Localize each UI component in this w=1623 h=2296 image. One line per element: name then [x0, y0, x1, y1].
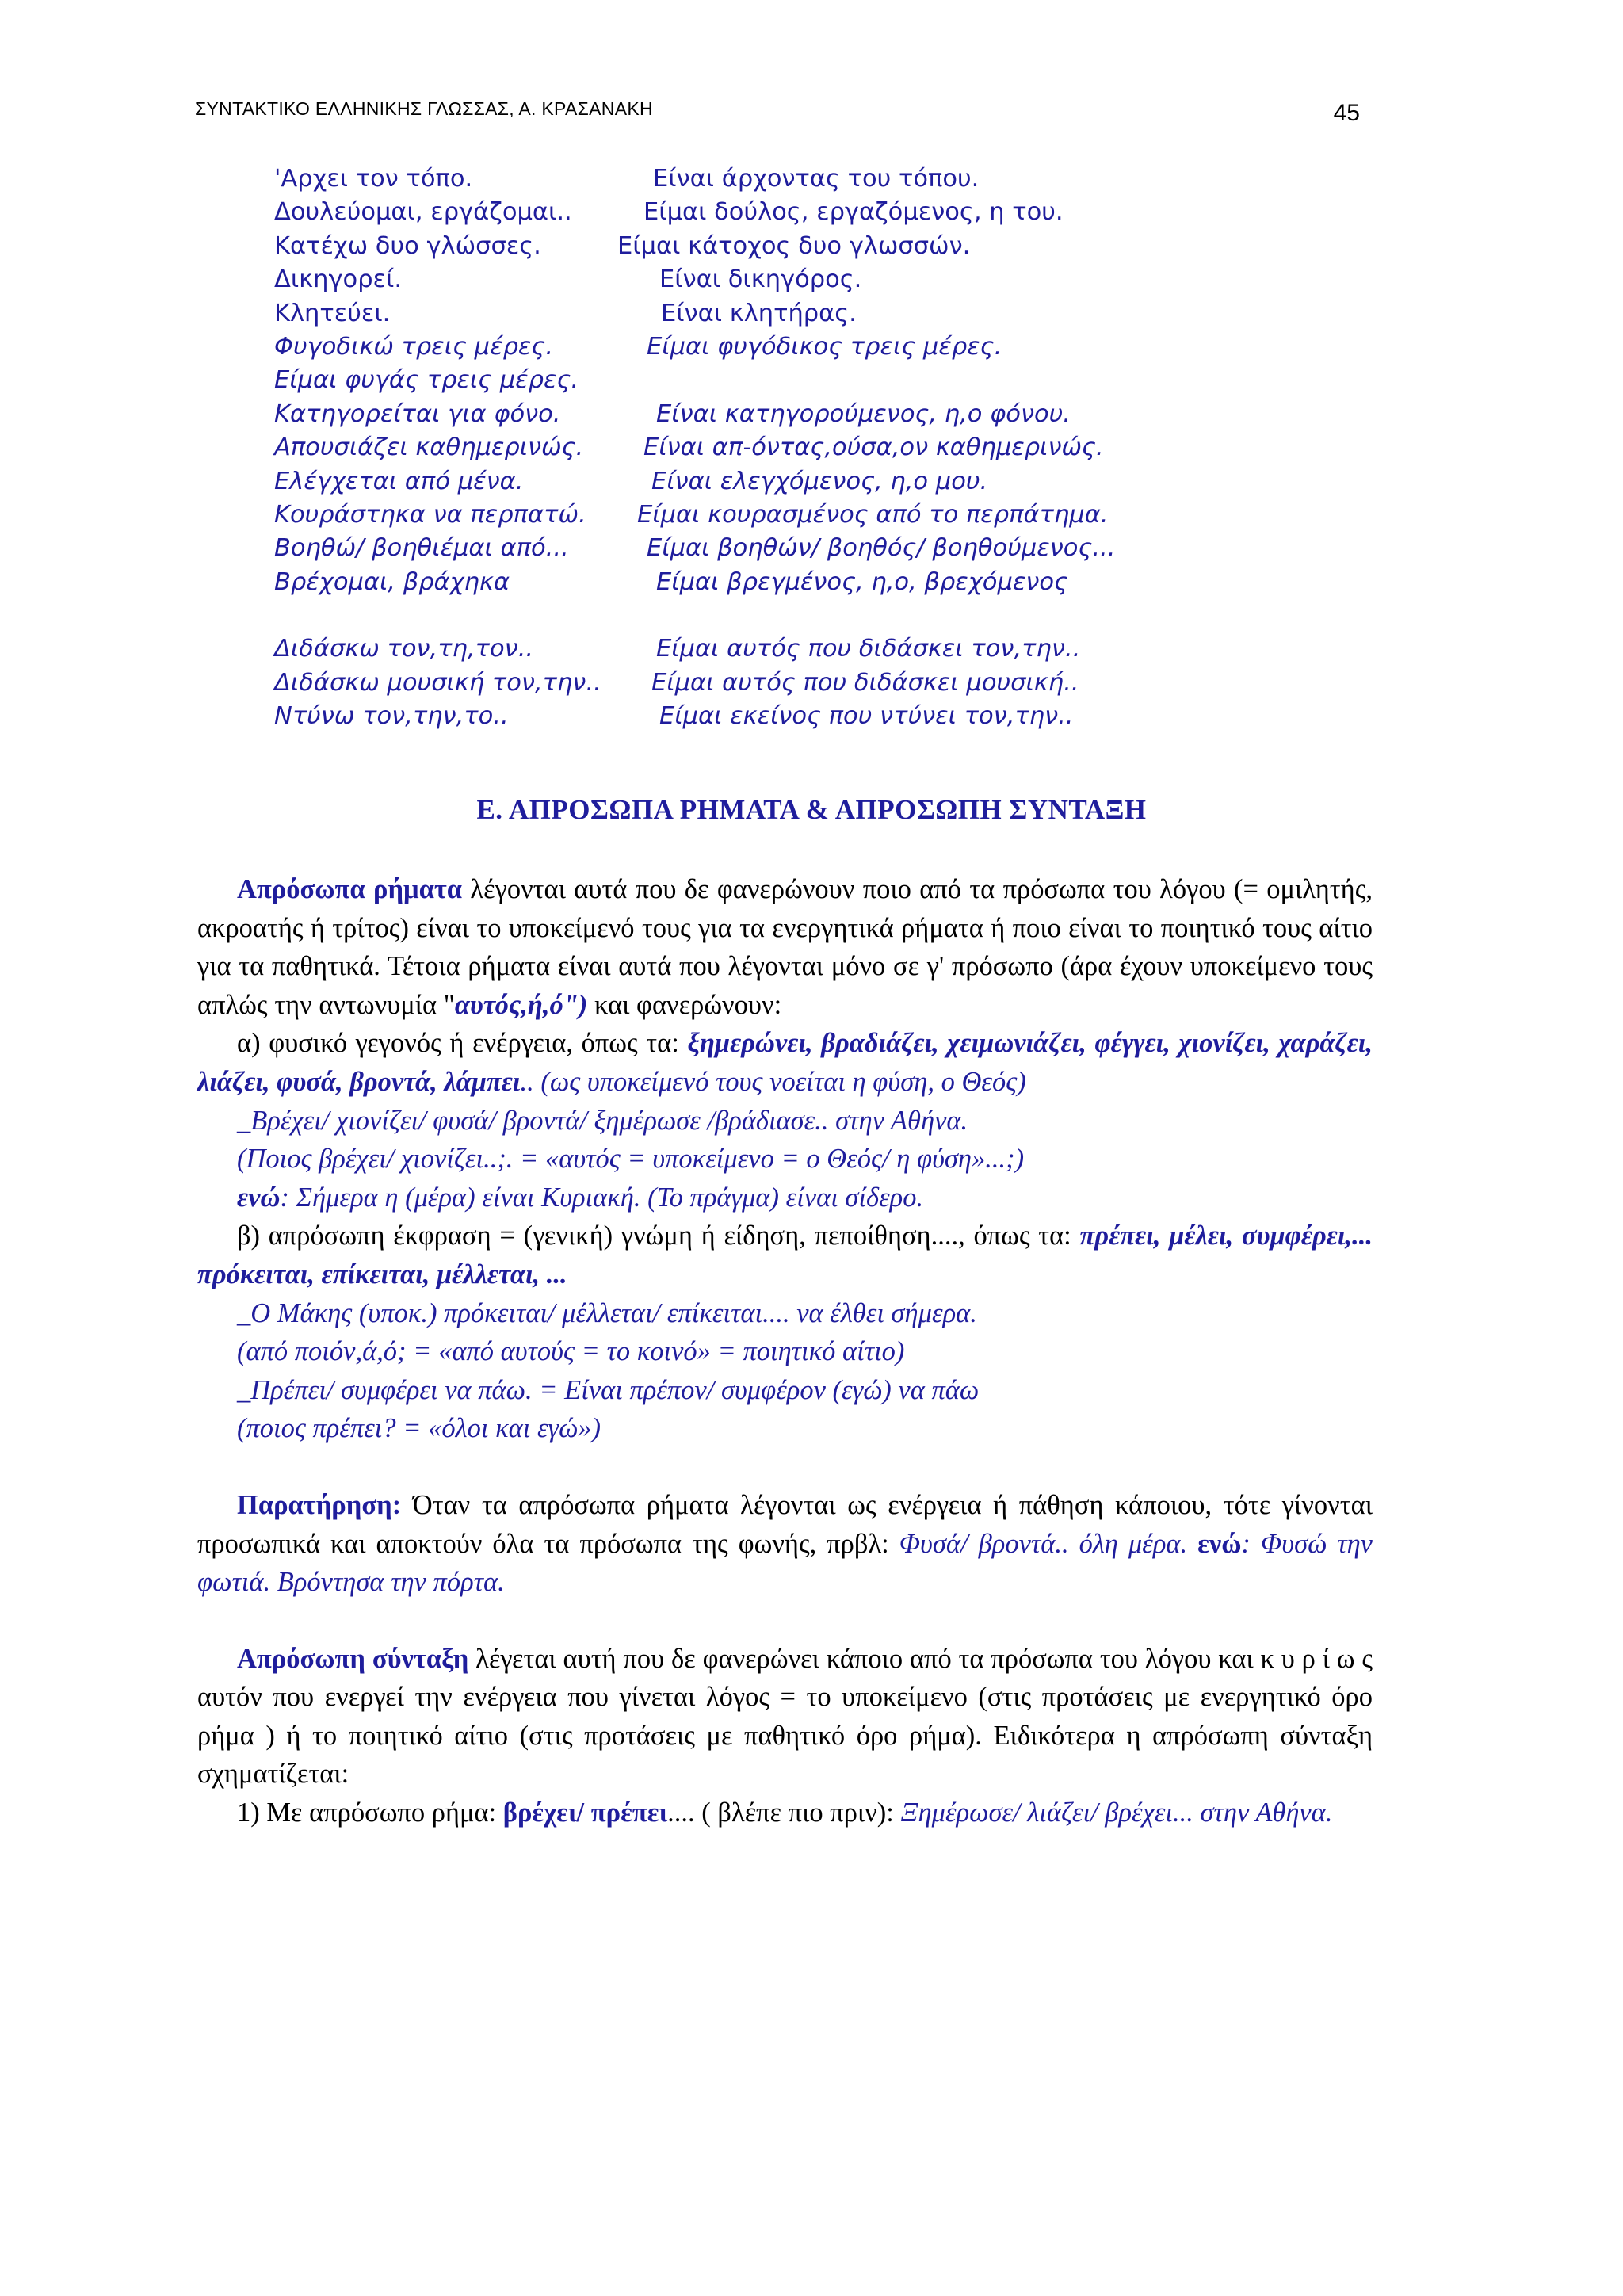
example-line: (Ποιος βρέχει/ χιονίζει..;. = «αυτός = υποκείμενο = ο Θεός/ η φύση»...;)	[237, 1144, 1025, 1175]
example-right: Είναι δικηγόρος.	[659, 266, 862, 294]
running-header	[195, 98, 1360, 130]
paragraph-impersonal-syntax	[197, 1640, 1373, 1794]
example-right: Είναι ελεγχόμενος, η,ο μου.	[651, 467, 988, 495]
text: Όταν τα απρόσωπα ρήματα λέγονται ως ενέργεια ή πάθηση κάποιου, τότε γίνονται προσωπικά και αποκτούν όλα τα πρόσωπα της φωνής, πρβλ:	[197, 1489, 1373, 1559]
example-right: Είμαι βρεγμένος, η,ο, βρεχόμενος	[656, 567, 1068, 596]
example-left: Βρέχομαι, βράχηκα	[274, 567, 510, 596]
example-left: Διδάσκω μουσική τον,την..	[274, 668, 601, 697]
example-right: Είμαι δούλος, εργαζόμενος, η του.	[643, 198, 1064, 227]
example-row	[274, 669, 1186, 702]
example-row	[274, 198, 1186, 231]
term: Απρόσωπη σύνταξη	[237, 1643, 469, 1674]
example-left: Διδάσκω τον,τη,τον..	[274, 635, 534, 663]
example-row	[274, 468, 1186, 501]
example-row	[274, 366, 1186, 399]
example-row	[274, 635, 1186, 668]
example-row	[274, 232, 1186, 266]
example-left: Βοηθώ/ βοηθιέμαι από...	[274, 534, 569, 563]
example-left: Κατηγορείται για φόνο.	[274, 399, 561, 428]
text: 1) Με απρόσωπο ρήμα:	[237, 1797, 503, 1828]
book-title: ΣΥΝΤΑΚΤΙΚΟ ΕΛΛΗΝΙΚΗΣ ΓΛΩΣΣΑΣ, Α. ΚΡΑΣΑΝΑΚΗ	[195, 98, 653, 119]
example-row	[274, 165, 1186, 198]
example-line: _Βρέχει/ χιονίζει/ φυσά/ βροντά/ ξημέρωσε /βράδιασε.. στην Αθήνα.	[237, 1105, 968, 1136]
text: β) απρόσωπη έκφραση = (γενική) γνώμη ή είδηση, πεποίθηση...., όπως τα:	[237, 1221, 1080, 1251]
example-left: Είμαι φυγάς τρεις μέρες.	[274, 366, 579, 395]
example-right: Είμαι φυγόδικος τρεις μέρες.	[647, 332, 1002, 361]
verb-list: πρέπει, μέλει, συμφέρει,... πρόκειται, επίκειται, μέλλεται, ...	[197, 1221, 1373, 1289]
keyword: ενώ	[1197, 1528, 1242, 1559]
example-line: _Ο Μάκης (υποκ.) πρόκειται/ μέλλεται/ επίκειται.... να έλθει σήμερα.	[237, 1297, 977, 1328]
spacer	[274, 602, 1186, 635]
observation-label: Παρατήρηση:	[237, 1489, 402, 1520]
example-right: Είμαι αυτός που διδάσκει μουσική..	[651, 668, 1079, 697]
example-left: Ελέγχεται από μένα.	[274, 467, 524, 495]
example-line: (ποιος πρέπει? = «όλοι και εγώ»)	[237, 1413, 601, 1444]
pronoun: αυτός,ή,ό")	[454, 989, 588, 1020]
keyword: ενώ	[237, 1182, 281, 1213]
example: Ξημέρωσε/ λιάζει/ βρέχει... στην Αθήνα.	[900, 1797, 1333, 1828]
example-right: Είμαι βοηθών/ βοηθός/ βοηθούμενος...	[647, 534, 1116, 563]
example-row	[274, 534, 1186, 567]
example-row	[274, 434, 1186, 467]
example-row	[274, 400, 1186, 434]
example-row	[274, 702, 1186, 735]
example-right: Είναι κλητήρας.	[661, 299, 857, 327]
observation	[197, 1486, 1373, 1602]
term: Απρόσωπα ρήματα	[237, 874, 463, 904]
example-left: Κατέχω δυο γλώσσες.	[274, 231, 541, 260]
example-right: Είμαι αυτός που διδάσκει τον,την..	[656, 635, 1081, 663]
example-left: Φυγοδικώ τρεις μέρες.	[274, 332, 554, 361]
paragraph-impersonal-verbs	[197, 870, 1373, 1024]
note: .. (ως υποκείμενό τους νοείται η φύση, ο Θεός)	[520, 1066, 1026, 1097]
text: .... ( βλέπε πιο πριν):	[667, 1797, 901, 1828]
example-right: Είμαι κουρασμένος από το περπάτημα.	[637, 500, 1109, 529]
page-number: 45	[1333, 100, 1360, 126]
example-right: Είναι άρχοντας του τόπου.	[653, 165, 980, 193]
example-left: Ντύνω τον,την,το..	[274, 702, 509, 731]
example-left: Δουλεύομαι, εργάζομαι..	[274, 198, 572, 227]
verb-list: ξημερώνει, βραδιάζει, χειμωνιάζει, φέγγει, χιονίζει, χαράζει, λιάζει, φυσά, βροντά, λάμπει	[197, 1028, 1373, 1097]
example-line	[197, 1179, 1373, 1217]
spacer	[197, 1448, 1373, 1486]
example-row	[274, 568, 1186, 602]
example-left: 'Αρχει τον τόπο.	[274, 165, 473, 193]
example: Φυσά/ βροντά.. όλη μέρα.	[899, 1528, 1198, 1559]
section-heading: Ε. ΑΠΡΟΣΩΠΑ ΡΗΜΑΤΑ & ΑΠΡΟΣΩΠΗ ΣΥΝΤΑΞΗ	[476, 794, 1147, 825]
example-right: Είναι κατηγορούμενος, η,ο φόνου.	[656, 399, 1071, 428]
verb-list: βρέχει/ πρέπει	[502, 1797, 668, 1828]
text: και φανερώνουν:	[587, 989, 782, 1020]
example-left: Δικηγορεί.	[274, 266, 403, 294]
example-row	[274, 501, 1186, 534]
body-text	[197, 870, 1373, 1832]
example-right: Είμαι εκείνος που ντύνει τον,την..	[659, 702, 1074, 731]
example: : Φυσώ την φωτιά. Βρόντησα την πόρτα.	[197, 1528, 1373, 1598]
example-right: Είμαι κάτοχος δυο γλωσσών.	[617, 231, 971, 260]
example-left: Κουράστηκα να περπατώ.	[274, 500, 586, 529]
text: : Σήμερα η (μέρα) είναι Κυριακή. (Το πράγμα) είναι σίδερο.	[280, 1182, 924, 1213]
example-line: _Πρέπει/ συμφέρει να πάω. = Είναι πρέπον/ συμφέρον (εγώ) να πάω	[237, 1374, 980, 1405]
spacer	[197, 1602, 1373, 1640]
item-1	[197, 1794, 1373, 1832]
example-line: (από ποιόν,ά,ό; = «από αυτούς = το κοινό» = ποιητικό αίτιο)	[237, 1336, 905, 1367]
example-row	[274, 333, 1186, 366]
item-b	[197, 1217, 1373, 1293]
example-list	[274, 165, 1186, 736]
example-right: Είναι απ-όντας,ούσα,ον καθημερινώς.	[643, 434, 1104, 462]
example-row	[274, 266, 1186, 299]
text: α) φυσικό γεγονός ή ενέργεια, όπως τα:	[237, 1028, 688, 1059]
example-row	[274, 300, 1186, 333]
example-left: Απουσιάζει καθημερινώς.	[274, 434, 584, 462]
item-a	[197, 1024, 1373, 1101]
example-left: Κλητεύει.	[274, 299, 391, 327]
text: λέγονται αυτά που δε φανερώνουν ποιο από τα πρόσωπα του λόγου (= ομιλητής, ακροατής ή τρίτος) είναι το υποκείμενό τους για τα ενεργητικά ρήματα ή ποιο είναι το ποιητικό τους αίτιο για τα παθητικά. Τέτοια ρήματα είναι αυτά που λέγονται μόνο σε γ' πρόσωπο (άρα έχουν υποκείμενο τους απλώς την αντωνυμία "	[197, 874, 1373, 1020]
text: λέγεται αυτή που δε φανερώνει κάποιο από τα πρόσωπα του λόγου και κ υ ρ ί ω ς αυτόν που ενεργεί την ενέργεια που γίνεται λόγος = το υποκείμενο (στις προτάσεις με ενεργητικό όρο ρήμα ) ή το ποιητικό αίτιο (στις προτάσεις με παθητικό όρο ρήμα). Ειδικότερα η απρόσωπη σύνταξη σχηματίζεται:	[197, 1643, 1373, 1790]
